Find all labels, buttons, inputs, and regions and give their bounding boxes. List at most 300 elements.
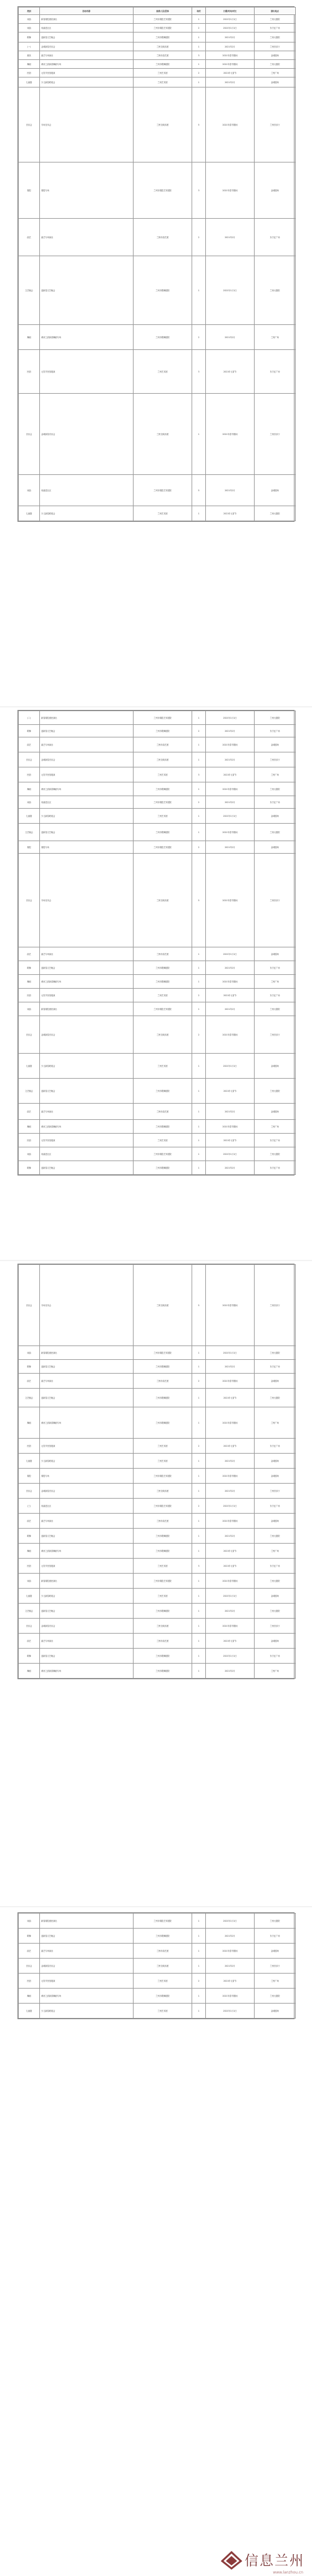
cell-performers: 兰州艺术团 [134, 1589, 192, 1604]
table-header-row [19, 7, 296, 15]
cell-date: 2021年2月 [206, 1454, 255, 1469]
table-row [19, 394, 296, 475]
cell-date: 2021年元宵节 [206, 69, 255, 77]
cell-category: 歌舞 [19, 1529, 40, 1544]
cell-sessions: 1 [192, 1929, 206, 1944]
cell-category: 儿童剧 [19, 506, 40, 521]
table-row [19, 796, 296, 809]
header-performers: 参演人员/团体 [134, 7, 192, 15]
cell-category: 民俗 [19, 1439, 40, 1454]
cell-date: 2021年2月 [206, 961, 255, 975]
cell-sessions: 1 [192, 1407, 206, 1439]
cell-category: 音乐会 [19, 1016, 40, 1054]
cell-date: 2021年1月1日 [206, 24, 255, 32]
cell-category: 秦腔 [19, 162, 40, 219]
cell-sessions: 3 [192, 1559, 206, 1574]
table-row [19, 1374, 296, 1389]
cell-venue: 东方红广场 [255, 219, 296, 256]
cell-event: 戏曲进社区 [40, 24, 134, 32]
cell-sessions: 1 [192, 1944, 206, 1959]
cell-performers: 兰州市曲艺团 [134, 1374, 192, 1389]
cell-event: 黄河之滨新春舞蹈专场 [40, 1407, 134, 1439]
cell-performers: 兰州艺术团 [134, 69, 192, 77]
page-separator [0, 1260, 312, 1261]
table-row [19, 77, 296, 87]
cell-date: 2021年春节期间 [206, 87, 255, 162]
cell-date: 2021年2月 [206, 796, 255, 809]
cell-date: 2021年2月 [206, 1484, 255, 1499]
cell-category: 戏曲 [19, 475, 40, 506]
cell-venue: 兰州大剧院 [255, 1574, 296, 1589]
cell-performers: 兰州交响乐团 [134, 394, 192, 475]
cell-date: 2021年2月 [206, 325, 255, 350]
cell-sessions: 1 [192, 809, 206, 824]
cell-performers: 兰州交响乐团 [134, 1619, 192, 1634]
cell-venue: 金城剧场 [255, 1589, 296, 1604]
cell-category: 儿童剧 [19, 1454, 40, 1469]
cell-category: 音乐会 [19, 394, 40, 475]
cell-date: 2021年1月1日 [206, 809, 255, 824]
cell-event: 黄河之滨新春舞蹈专场 [40, 975, 134, 989]
cell-event: 新春秦腔惠民演出 [40, 711, 134, 725]
cell-event: 迎新春文艺晚会 [40, 1529, 134, 1544]
cell-date: 2021年2月 [206, 725, 255, 737]
cell-performers: 兰州市歌舞剧院 [134, 975, 192, 989]
cell-sessions: 1 [192, 1002, 206, 1016]
cell-sessions: 1 [192, 1389, 206, 1407]
cell-category: 舞蹈 [19, 1120, 40, 1134]
cell-sessions: 2 [192, 1016, 206, 1054]
table-row [19, 219, 296, 256]
table-row [19, 2004, 296, 2019]
cell-sessions: 1 [192, 1604, 206, 1619]
cell-venue: 兰州大剧院 [255, 1389, 296, 1407]
cell-venue: 金城剧场 [255, 1944, 296, 1959]
cell-category: 惠民 [19, 51, 40, 60]
cell-date: 2021年春节期间 [206, 737, 255, 752]
cell-category: 曲艺 [19, 1634, 40, 1649]
cell-category: 民俗 [19, 69, 40, 77]
cell-category: 儿童剧 [19, 1589, 40, 1604]
table-row [19, 1484, 296, 1499]
cell-venue: 兰州大剧院 [255, 256, 296, 325]
cell-date: 2021年春节期间 [206, 1469, 255, 1484]
cell-venue: 兰州广场 [255, 1407, 296, 1439]
table-row [19, 809, 296, 824]
watermark-url: www.lanzhou.cn [273, 2570, 303, 2575]
schedule-table [18, 711, 296, 1175]
cell-performers: 兰州市秦腔艺术剧院 [134, 1914, 192, 1929]
cell-date: 2021年2月 [206, 1604, 255, 1619]
table-row [19, 1265, 296, 1346]
cell-event: 少儿新春联欢会 [40, 809, 134, 824]
cell-venue: 金城剧场 [255, 77, 296, 87]
cell-venue: 金城剧场 [255, 475, 296, 506]
table-row [19, 1454, 296, 1469]
cell-date: 2021年元宵节 [206, 1079, 255, 1104]
cell-event: 专场音乐会 [40, 1265, 134, 1346]
cell-venue: 兰州广场 [255, 1544, 296, 1559]
cell-venue: 金城剧场 [255, 1454, 296, 1469]
table-row [19, 87, 296, 162]
cell-sessions: 1 [192, 2004, 206, 2019]
cell-date: 2021年春节期间 [206, 1407, 255, 1439]
cell-sessions: 2 [192, 69, 206, 77]
cell-performers: 兰州市曲艺团 [134, 737, 192, 752]
cell-sessions: 5 [192, 1265, 206, 1346]
cell-category: 戏曲 [19, 1147, 40, 1161]
cell-venue: 金城剧场 [255, 1374, 296, 1389]
cell-category: 戏曲 [19, 1914, 40, 1929]
watermark [221, 2550, 305, 2570]
cell-sessions: 1 [192, 1079, 206, 1104]
cell-performers: 兰州市歌舞剧院 [134, 1360, 192, 1374]
cell-sessions: 2 [192, 325, 206, 350]
cell-category: 文艺晚会 [19, 1079, 40, 1104]
cell-date: 2021年元宵节 [206, 350, 255, 394]
cell-category: 音乐会 [19, 87, 40, 162]
cell-performers: 兰州艺术团 [134, 809, 192, 824]
cell-sessions: 5 [192, 475, 206, 506]
cell-event: 迎新春文艺晚会 [40, 1389, 134, 1407]
cell-sessions: 1 [192, 737, 206, 752]
cell-venue: 金城剧场 [255, 1634, 296, 1649]
cell-category: 舞蹈 [19, 1407, 40, 1439]
cell-event: 黄河之滨新春舞蹈专场 [40, 325, 134, 350]
cell-event: 迎新春文艺晚会 [40, 1929, 134, 1944]
cell-event: 黄河之滨新春舞蹈专场 [40, 782, 134, 796]
cell-category: 歌舞 [19, 1360, 40, 1374]
cell-performers: 兰州艺术团 [134, 1454, 192, 1469]
cell-sessions: 1 [192, 77, 206, 87]
cell-date: 2021年春节期间 [206, 824, 255, 841]
cell-sessions: 1 [192, 1989, 206, 2004]
cell-date: 2021年2月 [206, 1529, 255, 1544]
cell-date: 2021年春节期间 [206, 1514, 255, 1529]
cell-sessions: 1 [192, 961, 206, 975]
cell-performers: 兰州市歌舞剧院 [134, 1079, 192, 1104]
cell-event: 曲艺专场演出 [40, 737, 134, 752]
table-row [19, 69, 296, 77]
cell-sessions: 1 [192, 975, 206, 989]
table-row [19, 947, 296, 961]
cell-performers: 兰州市歌舞剧院 [134, 1649, 192, 1664]
cell-event: 戏曲进社区 [40, 475, 134, 506]
cell-date: 2021年2月 [206, 77, 255, 87]
cell-venue: 东方红广场 [255, 1649, 296, 1664]
cell-category: 曲艺 [19, 1514, 40, 1529]
cell-sessions: 1 [192, 1161, 206, 1175]
cell-date: 2021年春节期间 [206, 782, 255, 796]
table-row [19, 711, 296, 725]
cell-performers: 兰州市秦腔艺术剧院 [134, 15, 192, 24]
cell-performers: 兰州市歌舞剧院 [134, 32, 192, 42]
cell-category: 儿童剧 [19, 77, 40, 87]
cell-performers: 兰州市歌舞剧院 [134, 1989, 192, 2004]
cell-venue: 东方红广场 [255, 24, 296, 32]
watermark-brand: 信息兰州 [244, 2554, 305, 2569]
cell-date: 2021年1月1日 [206, 256, 255, 325]
cell-category: 文艺晚会 [19, 824, 40, 841]
cell-venue: 金城剧场 [255, 2004, 296, 2019]
cell-performers: 兰州艺术团 [134, 77, 192, 87]
cell-sessions: 1 [192, 1147, 206, 1161]
cell-date: 2021年2月 [206, 219, 255, 256]
cell-event: 曲艺专场演出 [40, 1944, 134, 1959]
cell-sessions: 1 [192, 256, 206, 325]
cell-date: 2021年春节期间 [206, 1265, 255, 1346]
cell-date: 2021年2月 [206, 1929, 255, 1944]
cell-performers: 兰州市歌舞剧院 [134, 725, 192, 737]
cell-sessions: 3 [192, 767, 206, 782]
header-category: 类别 [19, 7, 40, 15]
cell-venue: 兰州大剧院 [255, 824, 296, 841]
cell-performers: 兰州艺术团 [134, 989, 192, 1002]
cell-venue: 兰州音乐厅 [255, 854, 296, 947]
cell-venue: 兰州大剧院 [255, 1002, 296, 1016]
cell-sessions: 1 [192, 32, 206, 42]
cell-event: 元宵节民俗展演 [40, 69, 134, 77]
cell-sessions: 1 [192, 15, 206, 24]
cell-event: 少儿新春联欢会 [40, 1454, 134, 1469]
table-row [19, 1134, 296, 1147]
table-row [19, 1439, 296, 1454]
cell-event: 迎新春文艺晚会 [40, 32, 134, 42]
cell-category: 曲艺 [19, 1944, 40, 1959]
cell-sessions: 1 [192, 1544, 206, 1559]
cell-date: 2021年2月 [206, 752, 255, 767]
table-row [19, 737, 296, 752]
cell-venue: 兰州大剧院 [255, 1147, 296, 1161]
cell-event: 迎新春文艺晚会 [40, 1604, 134, 1619]
page-separator [0, 706, 312, 707]
cell-event: 迎新春文艺晚会 [40, 725, 134, 737]
cell-event: 黄河之滨新春舞蹈专场 [40, 60, 134, 69]
cell-venue: 兰州大剧院 [255, 1604, 296, 1619]
cell-category: 戏曲 [19, 796, 40, 809]
cell-event: 曲艺专场演出 [40, 1514, 134, 1529]
cell-sessions: 2 [192, 725, 206, 737]
cell-venue: 金城剧场 [255, 737, 296, 752]
cell-performers: 兰州市曲艺团 [134, 219, 192, 256]
table-row [19, 1959, 296, 1974]
cell-sessions: 1 [192, 1574, 206, 1589]
cell-date: 2021年1月1日 [206, 15, 255, 24]
cell-date: 2021年春节期间 [206, 854, 255, 947]
cell-sessions: 1 [192, 782, 206, 796]
cell-sessions: 1 [192, 752, 206, 767]
cell-event: 少儿新春联欢会 [40, 2004, 134, 2019]
cell-performers: 兰州市歌舞剧院 [134, 1929, 192, 1944]
cell-sessions: 3 [192, 51, 206, 60]
cell-sessions: 1 [192, 1134, 206, 1147]
cell-category: 舞蹈 [19, 1664, 40, 1679]
cell-date: 2021年1月1日 [206, 711, 255, 725]
cell-venue: 金城剧场 [255, 1104, 296, 1120]
cell-date: 2021年春节期间 [206, 1120, 255, 1134]
cell-venue: 金城剧场 [255, 1469, 296, 1484]
cell-sessions: 1 [192, 1959, 206, 1974]
cell-performers: 兰州市秦腔艺术剧院 [134, 162, 192, 219]
table-row [19, 1634, 296, 1649]
table-row [19, 1574, 296, 1589]
table-row [19, 1514, 296, 1529]
cell-venue: 兰州大剧院 [255, 15, 296, 24]
cell-performers: 兰州市曲艺团 [134, 947, 192, 961]
cell-venue: 兰州大剧院 [255, 506, 296, 521]
table-row [19, 1664, 296, 1679]
cell-date: 2021年元宵节 [206, 767, 255, 782]
cell-category: 音乐会 [19, 1619, 40, 1634]
table-row [19, 350, 296, 394]
cell-performers: 兰州交响乐团 [134, 1484, 192, 1499]
cell-category: 舞蹈 [19, 325, 40, 350]
cell-venue: 兰州大剧院 [255, 32, 296, 42]
cell-date: 2021年元宵节 [206, 1134, 255, 1147]
cell-category: 戏曲 [19, 1346, 40, 1360]
cell-date: 2021年1月1日 [206, 1054, 255, 1079]
cell-venue: 兰州音乐厅 [255, 1484, 296, 1499]
cell-category: 民俗 [19, 767, 40, 782]
cell-venue: 兰州广场 [255, 1120, 296, 1134]
cell-performers: 兰州交响乐团 [134, 1265, 192, 1346]
header-date: 日期/时间/时长 [206, 7, 255, 15]
cell-performers: 兰州艺术团 [134, 350, 192, 394]
cell-category: 曲艺 [19, 1104, 40, 1120]
cell-category: 歌舞 [19, 32, 40, 42]
cell-date: 2021年2月 [206, 1104, 255, 1120]
cell-sessions: 1 [192, 60, 206, 69]
cell-date: 2021年元宵节 [206, 506, 255, 521]
cell-event: 迎新春文艺晚会 [40, 1360, 134, 1374]
cell-date: 2021年春节期间 [206, 1574, 255, 1589]
cell-event: 元宵节民俗展演 [40, 989, 134, 1002]
cell-performers: 兰州交响乐团 [134, 87, 192, 162]
table-row [19, 854, 296, 947]
table-row [19, 752, 296, 767]
cell-performers: 兰州市歌舞剧院 [134, 1529, 192, 1544]
cell-performers: 兰州艺术团 [134, 767, 192, 782]
cell-venue: 兰州大剧院 [255, 60, 296, 69]
cell-sessions: 2 [192, 1439, 206, 1454]
cell-event: 专场音乐会 [40, 854, 134, 947]
cell-performers: 兰州市曲艺团 [134, 1104, 192, 1120]
table-row [19, 1989, 296, 2004]
cell-category: 曲艺 [19, 219, 40, 256]
cell-date: 2021年元宵节 [206, 1439, 255, 1454]
cell-venue: 金城剧场 [255, 841, 296, 854]
cell-event: 秦腔专场 [40, 841, 134, 854]
table-row [19, 1619, 296, 1634]
cell-event: 黄河之滨新春舞蹈专场 [40, 1544, 134, 1559]
cell-category: 歌舞 [19, 1161, 40, 1175]
cell-sessions: 2 [192, 989, 206, 1002]
cell-performers: 兰州市歌舞剧院 [134, 1544, 192, 1559]
cell-venue: 金城剧场 [255, 51, 296, 60]
cell-venue: 兰州广场 [255, 325, 296, 350]
cell-date: 2021年春节期间 [206, 1944, 255, 1959]
table-row [19, 1559, 296, 1574]
cell-date: 2021年1月1日 [206, 1499, 255, 1514]
cell-category: 儿童剧 [19, 1054, 40, 1079]
table-row [19, 767, 296, 782]
table-row [19, 1544, 296, 1559]
table-row [19, 1002, 296, 1016]
cell-performers: 兰州市秦腔艺术剧院 [134, 1574, 192, 1589]
cell-venue: 兰州大剧院 [255, 1529, 296, 1544]
table-row [19, 24, 296, 32]
cell-sessions: 2 [192, 24, 206, 32]
header-event: 活动名称 [40, 7, 134, 15]
cell-date: 2021年2月 [206, 32, 255, 42]
table-row [19, 162, 296, 219]
cell-event: 金城新春音乐会 [40, 1619, 134, 1634]
cell-sessions: 1 [192, 506, 206, 521]
cell-venue: 兰州广场 [255, 975, 296, 989]
cell-performers: 兰州交响乐团 [134, 1959, 192, 1974]
cell-event: 新春秦腔惠民演出 [40, 1574, 134, 1589]
table-row [19, 42, 296, 51]
cell-event: 迎新春文艺晚会 [40, 961, 134, 975]
cell-performers: 兰州市秦腔艺术剧院 [134, 1346, 192, 1360]
cell-venue: 兰州广场 [255, 69, 296, 77]
table-row [19, 15, 296, 24]
cell-venue: 兰州音乐厅 [255, 1265, 296, 1346]
cell-event: 迎新春文艺晚会 [40, 1161, 134, 1175]
table-row [19, 975, 296, 989]
cell-venue: 东方红广场 [255, 1360, 296, 1374]
cell-category: 民俗 [19, 350, 40, 394]
cell-venue: 东方红广场 [255, 725, 296, 737]
cell-date: 2021年2月 [206, 1959, 255, 1974]
cell-performers: 兰州市歌舞剧院 [134, 256, 192, 325]
cell-category: 儿童剧 [19, 2004, 40, 2019]
cell-venue: 兰州大剧院 [255, 1989, 296, 2004]
cell-venue: 东方红广场 [255, 1439, 296, 1454]
table-row [19, 1079, 296, 1104]
cell-category: 音乐会 [19, 752, 40, 767]
cell-category: 秦腔 [19, 1469, 40, 1484]
table-row [19, 1914, 296, 1929]
cell-date: 2021年春节期间 [206, 1619, 255, 1634]
cell-sessions: 3 [192, 162, 206, 219]
table-row [19, 51, 296, 60]
cell-performers: 兰州市秦腔艺术剧院 [134, 24, 192, 32]
table-row [19, 1360, 296, 1374]
cell-event: 秦腔专场 [40, 162, 134, 219]
cell-sessions: 1 [192, 1120, 206, 1134]
table-row [19, 1469, 296, 1484]
cell-venue: 兰州广场 [255, 767, 296, 782]
cell-sessions: 2 [192, 796, 206, 809]
cell-category: 文艺晚会 [19, 256, 40, 325]
cell-performers: 兰州市曲艺团 [134, 1944, 192, 1959]
cell-performers: 兰州市歌舞剧院 [134, 60, 192, 69]
cell-date: 2021年元宵节 [206, 1559, 255, 1574]
cell-performers: 兰州艺术团 [134, 1974, 192, 1989]
cell-event: 金城新春音乐会 [40, 394, 134, 475]
cell-performers: 兰州交响乐团 [134, 42, 192, 51]
table-row [19, 841, 296, 854]
cell-event: 专场音乐会 [40, 87, 134, 162]
cell-performers: 兰州市秦腔艺术剧院 [134, 1002, 192, 1016]
cell-event: 新春秦腔惠民演出 [40, 1914, 134, 1929]
table-row [19, 325, 296, 350]
cell-date: 2021年2月 [206, 1002, 255, 1016]
cell-venue: 兰州大剧院 [255, 1914, 296, 1929]
cell-performers: 兰州艺术团 [134, 506, 192, 521]
cell-sessions: 3 [192, 350, 206, 394]
